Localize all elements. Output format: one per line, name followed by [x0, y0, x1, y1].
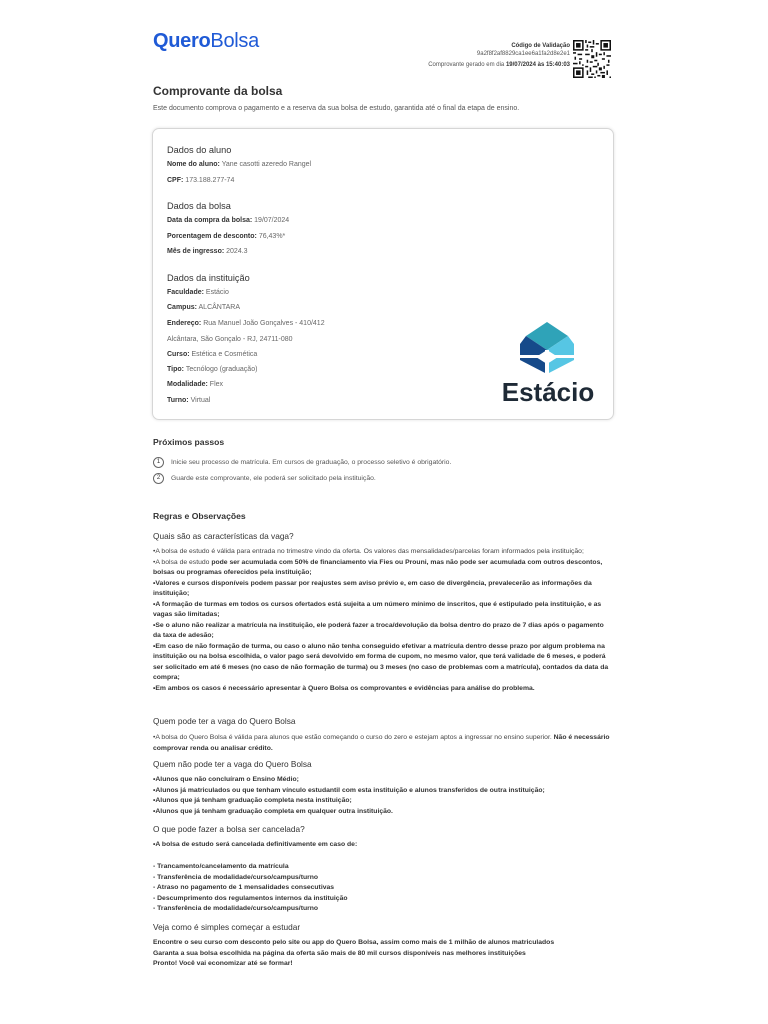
curso-value: Estética e Cosmética — [191, 351, 258, 358]
step-2 — [153, 473, 376, 484]
q2-b1-bold: Não é necessário comprovar renda ou analisar crédito. — [153, 734, 610, 752]
ingresso-value: 2024.3 — [226, 248, 248, 255]
estacio-logo — [490, 322, 606, 406]
curso-row — [167, 351, 257, 358]
data-compra-value: 19/07/2024 — [254, 217, 290, 224]
endereco2-row: Alcântara, São Gonçalo - RJ, 24711-080 — [167, 336, 293, 343]
q2-heading: Quem pode ter a vaga do Quero Bolsa — [153, 716, 296, 726]
q4-item: - Atraso no pagamento de 1 mensalidades consecutivas — [153, 884, 335, 891]
q2-bullet-1 — [153, 733, 613, 754]
tipo-label: Tipo: — [167, 366, 184, 373]
q5-line-2: Garanta a sua bolsa escolhida na página da oferta são mais de 80 mil cursos disponíveis nas melhores instituições — [153, 949, 526, 957]
nome-row — [167, 161, 311, 168]
endereco-row — [167, 320, 325, 327]
nome-value: Yane casotti azeredo Rangel — [221, 161, 312, 168]
q1-bullet-7: • Em ambos os casos é necessário apresentar à Quero Bolsa os comprovantes e evidências para análise do problema. — [153, 684, 613, 695]
q4-item: - Trancamento/cancelamento da matrícula — [153, 863, 289, 870]
cpf-label: CPF: — [167, 177, 184, 184]
endereco-value: Rua Manuel João Gonçalves - 410/412 — [203, 320, 325, 327]
q1-heading: Quais são as características da vaga? — [153, 531, 294, 541]
campus-value: ALCÂNTARA — [198, 304, 241, 311]
aluno-section-title: Dados do aluno — [167, 145, 232, 155]
q1-b2-bold: pode ser acumulada com 50% de financiamento via Fies ou Prouni, mas não pode ser acumulada com outros descontos, bolsas ou programas oferecidos pela instituição; — [153, 558, 603, 576]
curso-label: Curso: — [167, 351, 190, 358]
q3-list — [153, 775, 613, 817]
validation-block — [477, 42, 570, 58]
validation-code: 9a2f8f2af8829ca1ee6a1fa2d8e2e1 — [476, 51, 570, 57]
desconto-value: 76,43%* — [258, 233, 286, 240]
q4-item: - Transferência de modalidade/curso/campus/turno — [153, 873, 319, 881]
step-text: Inicie seu processo de matrícula. Em cursos de graduação, o processo seletivo é obrigatório. — [171, 459, 452, 466]
generated-info — [428, 62, 570, 68]
q5-line-1: Encontre o seu curso com desconto pelo site ou app do Quero Bolsa, assim como mais de 1 milhão de alunos matriculados — [153, 939, 555, 946]
generated-datetime: 19/07/2024 às 15:40:03 — [505, 62, 570, 68]
desconto-label: Porcentagem de desconto: — [167, 233, 257, 240]
q1-bullet-6: • Em caso de não formação de turma, ou caso o aluno não tenha conseguido efetivar a matrícula dentro desse prazo por algum problema na instituição ou na bolsa escolhida, o valor pago será devolvido em forma de cupom, no mesmo valor, que terá validade de 6 meses, e poderá ser solicitado em até 6 meses (no caso de não formação de turma) ou 3 meses (no caso de problemas com a matrícula), contados da data da compra; — [153, 642, 613, 684]
qr-code-icon — [573, 40, 611, 78]
q2-b1-pre: A bolsa do Quero Bolsa é válida para alunos que estão começando o curso do zero e estejam aptos a ingressar no ensino superior. — [155, 734, 552, 741]
generated-prefix: Comprovante gerado em dia — [428, 62, 505, 68]
cpf-row — [167, 177, 234, 184]
instituicao-section-title: Dados da instituição — [167, 273, 250, 283]
logo-part1: Quero — [153, 30, 211, 52]
step-text: Guarde este comprovante, ele poderá ser solicitado pela instituição. — [171, 475, 376, 482]
step-number: 1 — [153, 457, 164, 468]
q1-bullet-2 — [153, 558, 613, 579]
q1-bullet-3: • Valores e cursos disponíveis podem passar por reajustes sem aviso prévio e, em caso de divergência, prevalecerão as informações da instituição; — [153, 579, 613, 600]
q3-bullet-3: • Alunos que já tenham graduação completa nesta instituição; — [153, 796, 613, 807]
q4-item: - Descumprimento dos regulamentos internos da instituição — [153, 894, 348, 902]
q5-line-3: Pronto! Você vai economizar até se formar! — [153, 960, 293, 967]
turno-value: Virtual — [190, 397, 211, 404]
ingresso-row — [167, 248, 248, 255]
q1-bullet-5: • Se o aluno não realizar a matrícula na instituição, ele poderá fazer a troca/devolução da bolsa dentro do prazo de 7 dias após o pagamento da taxa de adesão; — [153, 621, 613, 642]
tipo-row — [167, 366, 257, 373]
estacio-logo-text: Estácio — [501, 377, 595, 406]
estacio-emblem-icon — [490, 322, 606, 406]
q2-list — [153, 733, 613, 754]
q1-b2-pre: A bolsa de estudo — [155, 558, 210, 566]
logo-part2: Bolsa — [210, 30, 259, 52]
desconto-row — [167, 233, 285, 240]
q5-heading: Veja como é simples começar a estudar — [153, 922, 301, 932]
regras-title: Regras e Observações — [153, 511, 246, 521]
page-title: Comprovante da bolsa — [153, 84, 283, 98]
q4-item: - Transferência de modalidade/curso/campus/turno — [153, 905, 319, 912]
turno-label: Turno: — [167, 397, 189, 404]
faculdade-row — [167, 289, 229, 296]
q4-items — [153, 862, 613, 915]
q3-heading: Quem não pode ter a vaga do Quero Bolsa — [153, 759, 312, 769]
modalidade-label: Modalidade: — [167, 381, 208, 388]
cpf-value: 173.188.277-74 — [185, 177, 235, 184]
querobolsa-logo — [153, 30, 259, 53]
validation-label: Código de Validação — [511, 43, 570, 49]
modalidade-value: Flex — [209, 381, 224, 388]
proximos-title: Próximos passos — [153, 437, 225, 447]
nome-label: Nome do aluno: — [167, 161, 220, 168]
campus-row — [167, 304, 240, 311]
turno-row — [167, 397, 210, 404]
q4-bullet-1: • A bolsa de estudo será cancelada definitivamente em caso de: — [153, 840, 613, 851]
data-compra-label: Data da compra da bolsa: — [167, 217, 253, 224]
q1-list — [153, 547, 613, 694]
page-description: Este documento comprova o pagamento e a reserva da sua bolsa de estudo, garantida até o final da etapa de ensino. — [153, 105, 520, 112]
faculdade-label: Faculdade: — [167, 289, 204, 296]
faculdade-value: Estácio — [205, 289, 229, 296]
step-1 — [153, 457, 451, 468]
ingresso-label: Mês de ingresso: — [167, 248, 225, 255]
campus-label: Campus: — [167, 304, 197, 311]
tipo-value: Tecnólogo (graduação) — [185, 366, 258, 373]
data-compra-row — [167, 217, 289, 224]
q4-list — [153, 840, 613, 851]
q3-bullet-1: • Alunos que não concluíram o Ensino Médio; — [153, 775, 613, 786]
endereco-label: Endereço: — [167, 320, 202, 327]
q3-bullet-2: • Alunos já matriculados ou que tenham vínculo estudantil com esta instituição e alunos transferidos de outra instituição; — [153, 786, 613, 797]
q1-bullet-1: • A bolsa de estudo é válida para entrada no trimestre vindo da oferta. Os valores das mensalidades/parcelas foram informados pela instituição; — [153, 547, 613, 558]
q4-heading: O que pode fazer a bolsa ser cancelada? — [153, 824, 305, 834]
bolsa-section-title: Dados da bolsa — [167, 201, 231, 211]
q3-bullet-4: • Alunos que já tenham graduação completa em qualquer outra instituição. — [153, 807, 613, 818]
modalidade-row — [167, 381, 223, 388]
q5-text — [153, 938, 613, 970]
q1-bullet-4: • A formação de turmas em todos os cursos ofertados está sujeita a um número mínimo de inscritos, que é estipulado pela instituição, e as vagas são limitadas; — [153, 600, 613, 621]
step-number: 2 — [153, 473, 164, 484]
